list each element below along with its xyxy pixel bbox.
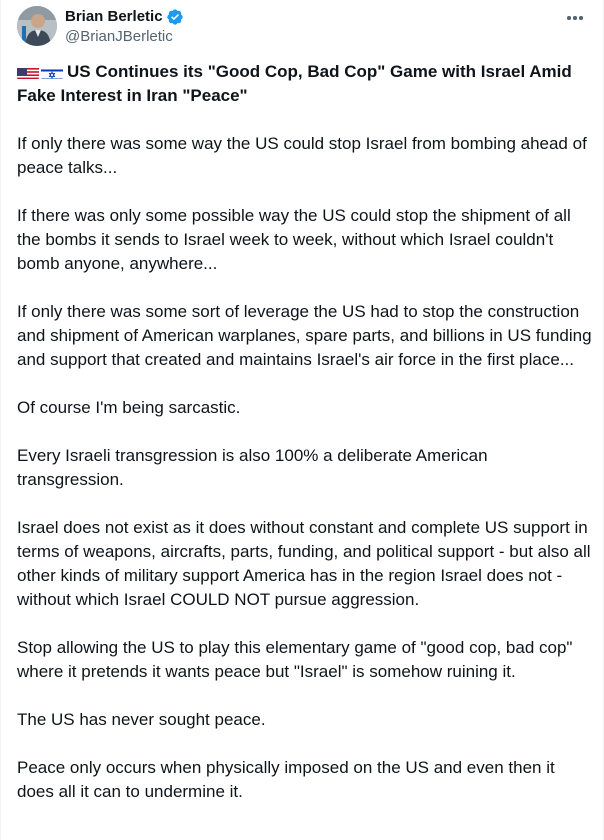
- more-horizontal-icon: [567, 16, 571, 20]
- author-handle[interactable]: @BrianJBerletic: [65, 28, 173, 45]
- more-options-button[interactable]: [563, 8, 587, 28]
- post-body: [17, 132, 592, 828]
- author-display-name[interactable]: Brian Berletic: [65, 8, 163, 25]
- post-title-text: US Continues its "Good Cop, Bad Cop" Game with Israel Amid Fake Interest in Iran "Peace": [17, 62, 572, 105]
- post-paragraph: Every Israeli transgression is also 100% a deliberate American transgression.: [17, 446, 488, 489]
- avatar-photo-icon: [17, 6, 57, 46]
- post-paragraph: Stop allowing the US to play this elementary game of "good cop, bad cop" where it pretends it wants peace but "Israel" is somehow ruining it.: [17, 638, 573, 681]
- post-paragraph: Peace only occurs when physically imposed on the US and even then it does all it can to undermine it.: [17, 758, 555, 801]
- tweet-header: [17, 6, 587, 50]
- verified-badge-icon[interactable]: [166, 8, 184, 26]
- post-paragraph: Of course I'm being sarcastic.: [17, 398, 241, 417]
- us-flag-icon: [17, 65, 39, 79]
- israel-flag-icon: [41, 65, 63, 79]
- post-paragraph: If there was only some possible way the US could stop the shipment of all the bombs it sends to Israel week to week, without which Israel couldn't bomb anyone, anywhere...: [17, 206, 571, 273]
- post-paragraph: If only there was some way the US could stop Israel from bombing ahead of peace talks...: [17, 134, 587, 177]
- post-paragraph: If only there was some sort of leverage the US had to stop the construction and shipment of American warplanes, spare parts, and billions in US funding and support that created and maintains Israel's air force in the first place...: [17, 302, 592, 369]
- post-title: [17, 60, 592, 108]
- author-names: [65, 7, 184, 47]
- avatar[interactable]: [17, 6, 57, 46]
- post-paragraph: Israel does not exist as it does without constant and complete US support in terms of weapons, aircrafts, parts, funding, and political support - but also all other kinds of military support America has in the region Israel does not - without which Israel COULD NOT pursue aggression.: [17, 518, 591, 609]
- post-paragraph: The US has never sought peace.: [17, 710, 266, 729]
